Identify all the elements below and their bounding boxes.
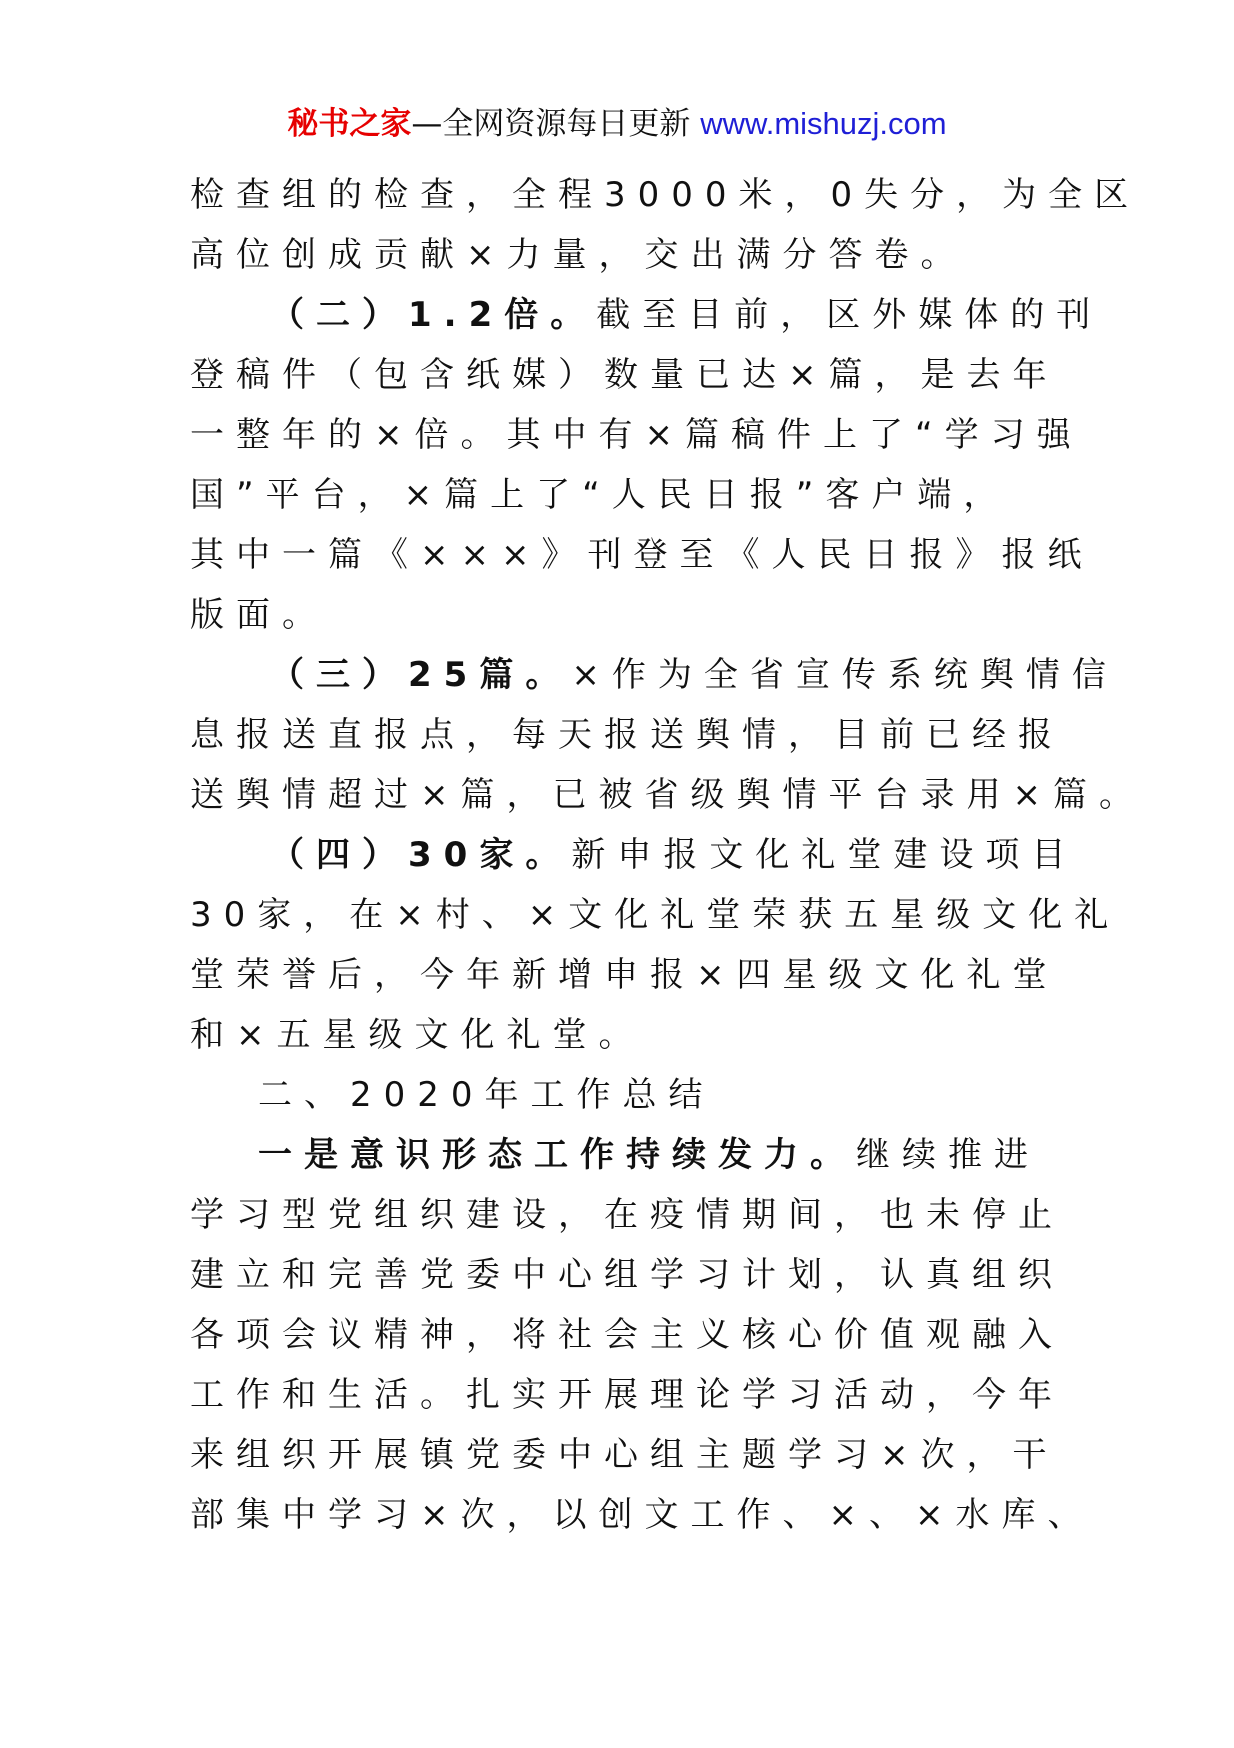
site-header <box>0 102 1234 146</box>
section-heading-line <box>190 285 1103 345</box>
text-line <box>190 465 1070 525</box>
section-heading-line <box>190 1125 1070 1185</box>
line-text: 来组织开展镇党委中心组主题学习×次，干 <box>190 1435 1059 1475</box>
text-line <box>190 945 1070 1005</box>
text-line <box>190 1185 1070 1245</box>
line-text: 息报送直报点，每天报送舆情，目前已经报 <box>190 715 1064 755</box>
line-text: 和×五星级文化礼堂。 <box>190 1015 645 1055</box>
chapter-heading: 二、2020年工作总结 <box>258 1075 715 1115</box>
text-line <box>190 1425 1070 1485</box>
line-text: 新申报文化礼堂建设项目 <box>571 835 1078 875</box>
section-heading: （四）30家。 <box>270 835 572 875</box>
line-text: 国”平台，×篇上了“人民日报”客户端， <box>190 475 1010 515</box>
text-line <box>190 585 1070 645</box>
line-text: 部集中学习×次，以创文工作、×、×水库、 <box>190 1495 1094 1535</box>
line-text: 送舆情超过×篇，已被省级舆情平台录用×篇。 <box>190 775 1145 815</box>
line-text: 30家，在×村、×文化礼堂荣获五星级文化礼 <box>190 895 1121 935</box>
text-line <box>190 1305 1070 1365</box>
section-heading-line <box>190 825 1078 885</box>
section-heading: （二）1.2倍。 <box>270 295 597 335</box>
line-text: 一整年的×倍。其中有×篇稿件上了“学习强 <box>190 415 1083 455</box>
document-body <box>190 165 1145 1545</box>
section-heading-line <box>190 645 1118 705</box>
line-text: ×作为全省宣传系统舆情信 <box>571 655 1118 695</box>
text-line <box>190 225 1070 285</box>
chapter-heading-line <box>190 1065 1070 1125</box>
line-text: 工作和生活。扎实开展理论学习活动，今年 <box>190 1375 1064 1415</box>
site-url-link[interactable]: www.mishuzj.com <box>700 106 947 141</box>
line-text: 各项会议精神，将社会主义核心价值观融入 <box>190 1315 1064 1355</box>
line-text: 学习型党组织建设，在疫情期间，也未停止 <box>190 1195 1064 1235</box>
line-text: 检查组的检查，全程3000米，0失分，为全区 <box>190 175 1141 215</box>
line-text: 继续推进 <box>856 1135 1040 1175</box>
text-line <box>190 705 1070 765</box>
line-text: 建立和完善党委中心组学习计划，认真组织 <box>190 1255 1064 1295</box>
text-line <box>190 345 1070 405</box>
text-line <box>190 525 1094 585</box>
brand-name: 秘书之家 <box>287 106 412 142</box>
line-text: 截至目前，区外媒体的刊 <box>596 295 1103 335</box>
text-line <box>190 165 1141 225</box>
line-text: 高位创成贡献×力量，交出满分答卷。 <box>190 235 967 275</box>
text-line <box>190 1365 1070 1425</box>
text-line <box>190 1245 1070 1305</box>
text-line <box>190 405 1083 465</box>
line-text: 登稿件（包含纸媒）数量已达×篇，是去年 <box>190 355 1059 395</box>
text-line <box>190 765 1145 825</box>
line-text: 堂荣誉后，今年新增申报×四星级文化礼堂 <box>190 955 1059 995</box>
text-line <box>190 1485 1094 1545</box>
section-heading: （三）25篇。 <box>270 655 572 695</box>
line-text: 其中一篇《×××》刊登至《人民日报》报纸 <box>190 535 1094 575</box>
line-text: 版面。 <box>190 595 328 635</box>
header-slogan: —全网资源每日更新 <box>411 106 701 142</box>
text-line <box>190 885 1121 945</box>
section-heading: 一是意识形态工作持续发力。 <box>258 1135 856 1175</box>
text-line <box>190 1005 1070 1065</box>
